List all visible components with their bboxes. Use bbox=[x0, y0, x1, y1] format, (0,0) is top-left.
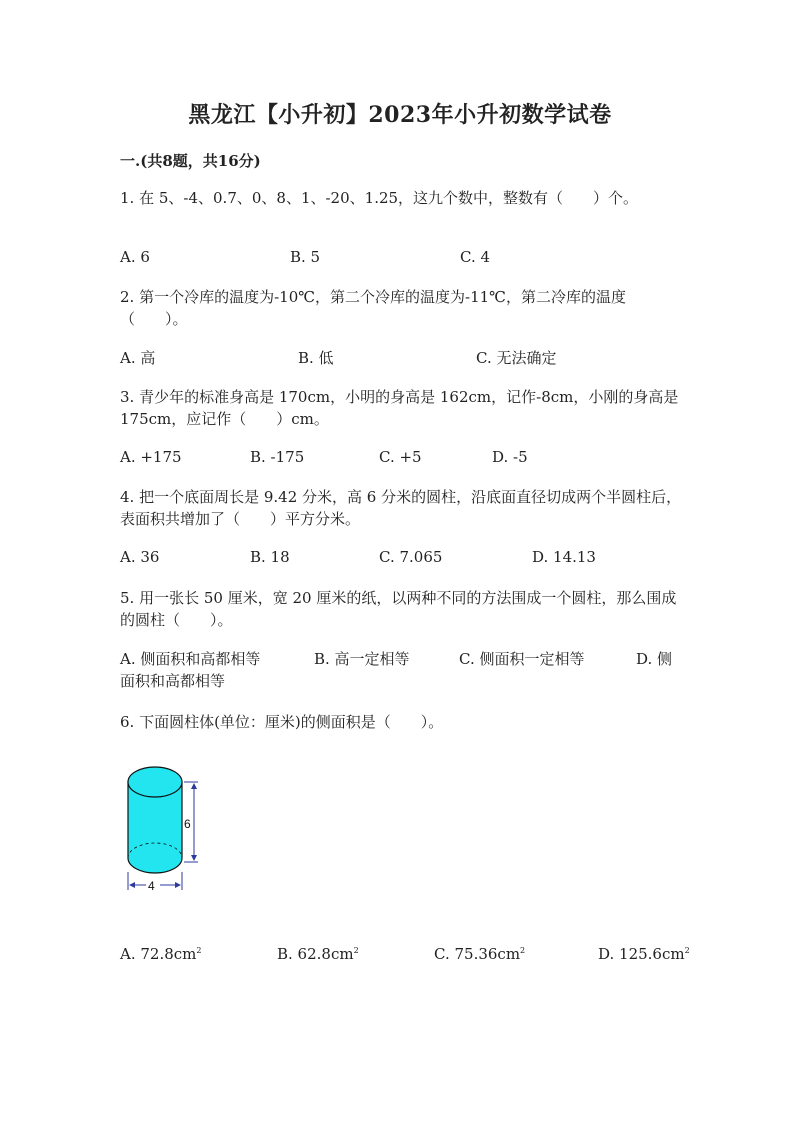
option-c[interactable]: C. 4 bbox=[460, 248, 491, 266]
cylinder-diagram bbox=[112, 758, 222, 908]
option-b[interactable]: B. 高一定相等 bbox=[314, 650, 410, 668]
option-a[interactable]: A. +175 bbox=[120, 448, 182, 466]
option-a[interactable]: A. 高 bbox=[120, 349, 156, 367]
option-c[interactable]: C. $75.36cm^2$ bbox=[434, 945, 526, 963]
option-b[interactable]: B. 18 bbox=[250, 548, 290, 566]
option-b[interactable]: B. -175 bbox=[250, 448, 305, 466]
option-d[interactable]: D. 14.13 bbox=[532, 548, 596, 566]
option-a[interactable]: A. 36 bbox=[120, 548, 160, 566]
diameter-arrow-right bbox=[175, 882, 181, 888]
cylinder-top bbox=[128, 767, 182, 797]
option-c[interactable]: C. 无法确定 bbox=[476, 349, 557, 367]
question-1-options bbox=[120, 248, 685, 270]
option-a[interactable]: A. $72.8cm^2$ bbox=[120, 945, 202, 963]
diameter-label: 4 bbox=[148, 879, 155, 893]
option-c[interactable]: C. 侧面积一定相等 bbox=[459, 650, 585, 668]
option-d-continued: 面积和高都相等 bbox=[120, 672, 226, 690]
question-2: 2. 第一个冷库的温度为-10℃，第二个冷库的温度为-11℃，第二冷库的温度（ ）。 bbox=[120, 288, 626, 328]
height-label: 6 bbox=[184, 817, 191, 831]
question-2-options bbox=[120, 347, 685, 369]
option-c[interactable]: C. +5 bbox=[379, 448, 422, 466]
question-5: 5. 用一张长 50 厘米，宽 20 厘米的纸，以两种不同的方法围成一个圆柱，那么围成的圆柱（ ）。 bbox=[120, 589, 677, 629]
option-d[interactable]: D. 侧 bbox=[636, 650, 673, 668]
question-3: 3. 青少年的标准身高是 170cm，小明的身高是 162cm，记作-8cm，小刚的身高是175cm，应记作（ ）cm。 bbox=[120, 388, 679, 428]
height-arrow-down bbox=[191, 855, 197, 861]
question-1: 1. 在 5、-4、0.7、0、8、1、-20、1.25，这九个数中，整数有（ ）个。 bbox=[120, 189, 639, 207]
page-title: 黑龙江【小升初】2023年小升初数学试卷 bbox=[188, 102, 612, 128]
section-heading: 一.(共8题，共16分) bbox=[120, 152, 261, 170]
option-c[interactable]: C. 7.065 bbox=[379, 548, 443, 566]
option-d[interactable]: D. -5 bbox=[492, 448, 528, 466]
option-a[interactable]: A. 侧面积和高都相等 bbox=[120, 650, 261, 668]
cylinder-figure bbox=[112, 758, 222, 908]
question-6: 6. 下面圆柱体(单位：厘米)的侧面积是（ ）。 bbox=[120, 713, 444, 731]
option-d[interactable]: D. $125.6cm^2$ bbox=[598, 945, 690, 963]
height-arrow-up bbox=[191, 783, 197, 789]
question-6-options bbox=[120, 945, 690, 967]
question-5-options bbox=[120, 648, 685, 692]
question-4: 4. 把一个底面周长是 9.42 分米，高 6 分米的圆柱，沿底面直径切成两个半圆柱后，表面积共增加了（ ）平方分米。 bbox=[120, 488, 682, 528]
diameter-arrow-left bbox=[129, 882, 135, 888]
option-a[interactable]: A. 6 bbox=[120, 248, 150, 266]
option-b[interactable]: B. $62.8cm^2$ bbox=[277, 945, 359, 963]
question-4-options bbox=[120, 548, 685, 570]
option-b[interactable]: B. 低 bbox=[298, 349, 334, 367]
option-b[interactable]: B. 5 bbox=[290, 248, 321, 266]
question-3-options bbox=[120, 448, 685, 470]
